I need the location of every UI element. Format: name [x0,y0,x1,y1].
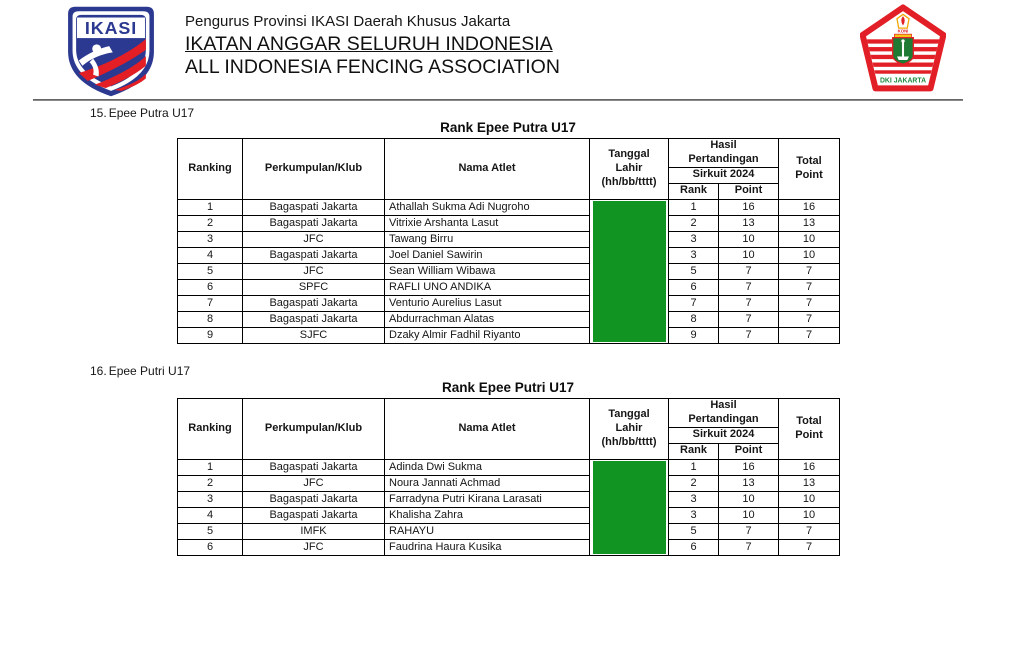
club-cell: SPFC [243,279,385,295]
sirkuit-rank-cell: 1 [669,459,719,475]
club-cell: Bagaspati Jakarta [243,247,385,263]
club-cell: JFC [243,539,385,555]
sirkuit-rank-cell: 3 [669,247,719,263]
col-header-rank: Rank [669,183,719,199]
total-point-cell: 7 [779,539,840,555]
sirkuit-point-cell: 16 [719,199,779,215]
ranking-cell: 3 [178,491,243,507]
total-point-cell: 7 [779,295,840,311]
sirkuit-point-cell: 7 [719,295,779,311]
sirkuit-point-cell: 7 [719,263,779,279]
sirkuit-rank-cell: 5 [669,523,719,539]
green-redaction-block [593,201,666,342]
club-cell: IMFK [243,523,385,539]
section-heading-epee-putra-u17 [90,106,194,120]
dki-jakarta-crest [893,34,914,64]
sirkuit-rank-cell: 7 [669,295,719,311]
athlete-name-cell: Farradyna Putri Kirana Larasati [385,491,590,507]
total-point-cell: 10 [779,507,840,523]
rank-table-epee-putra-u17 [177,138,840,344]
col-header-birthdate: Tanggal Lahir (hh/bb/tttt) [590,139,669,200]
sirkuit-point-cell: 10 [719,507,779,523]
table-row [178,279,840,295]
athlete-name-cell: RAHAYU [385,523,590,539]
total-point-cell: 16 [779,199,840,215]
ranking-cell: 4 [178,507,243,523]
sirkuit-rank-cell: 3 [669,491,719,507]
table-row [178,327,840,343]
club-cell: JFC [243,231,385,247]
ranking-cell: 1 [178,199,243,215]
athlete-name-cell: Khalisha Zahra [385,507,590,523]
sirkuit-point-cell: 7 [719,279,779,295]
section-heading-epee-putri-u17 [90,364,190,378]
athlete-name-cell: Sean William Wibawa [385,263,590,279]
ranking-cell: 4 [178,247,243,263]
sirkuit-rank-cell: 1 [669,199,719,215]
total-point-cell: 13 [779,215,840,231]
table-row [178,231,840,247]
section-label-text: Epee Putra U17 [108,106,195,120]
sirkuit-rank-cell: 2 [669,215,719,231]
sirkuit-rank-cell: 3 [669,231,719,247]
total-point-cell: 13 [779,475,840,491]
club-cell: SJFC [243,327,385,343]
sirkuit-point-cell: 7 [719,523,779,539]
koni-dki-jakarta-logo [860,4,946,97]
table-title-putra: Rank Epee Putra U17 [440,120,576,135]
col-header-point: Point [719,443,779,459]
sirkuit-rank-cell: 2 [669,475,719,491]
sirkuit-rank-cell: 5 [669,263,719,279]
club-cell: Bagaspati Jakarta [243,507,385,523]
club-cell: Bagaspati Jakarta [243,491,385,507]
letterhead-line2: IKATAN ANGGAR SELURUH INDONESIA [185,33,553,56]
athlete-name-cell: Dzaky Almir Fadhil Riyanto [385,327,590,343]
table-row [178,311,840,327]
table-row [178,475,840,491]
ranking-cell: 8 [178,311,243,327]
sirkuit-point-cell: 10 [719,247,779,263]
athlete-name-cell: Adinda Dwi Sukma [385,459,590,475]
col-header-ranking: Ranking [178,139,243,200]
sirkuit-rank-cell: 8 [669,311,719,327]
col-header-sirkuit-2024: Sirkuit 2024 [669,427,779,443]
total-point-cell: 10 [779,231,840,247]
ranking-cell: 7 [178,295,243,311]
table-title-putri: Rank Epee Putri U17 [441,380,575,395]
col-header-rank: Rank [669,443,719,459]
ranking-cell: 6 [178,279,243,295]
table-row [178,247,840,263]
athlete-name-cell: Joel Daniel Sawirin [385,247,590,263]
athlete-name-cell: Faudrina Haura Kusika [385,539,590,555]
section-number: 15. [90,106,107,120]
col-header-point: Point [719,183,779,199]
table-row [178,215,840,231]
club-cell: Bagaspati Jakarta [243,199,385,215]
green-redaction-block [593,461,666,554]
sirkuit-rank-cell: 9 [669,327,719,343]
col-header-club: Perkumpulan/Klub [243,139,385,200]
letterhead-text [185,13,560,78]
athlete-name-cell: Noura Jannati Achmad [385,475,590,491]
ranking-cell: 2 [178,475,243,491]
table-row [178,491,840,507]
koni-label: KONI [897,28,909,34]
club-cell: Bagaspati Jakarta [243,311,385,327]
athlete-name-cell: RAFLI UNO ANDIKA [385,279,590,295]
ikasi-logo [66,5,156,98]
section-number: 16. [90,364,107,378]
table-row [178,539,840,555]
table-row [178,523,840,539]
col-header-total-point: Total Point [779,399,840,460]
sirkuit-point-cell: 7 [719,539,779,555]
table-row [178,295,840,311]
birthdate-redacted-cell [590,459,669,555]
total-point-cell: 10 [779,247,840,263]
table-row [178,507,840,523]
ranking-cell: 2 [178,215,243,231]
koni-flame-emblem [897,14,909,33]
club-cell: JFC [243,263,385,279]
athlete-name-cell: Tawang Birru [385,231,590,247]
sirkuit-point-cell: 13 [719,475,779,491]
ikasi-logo-text: IKASI [84,18,138,39]
letterhead-divider [33,99,963,101]
ranking-cell: 3 [178,231,243,247]
total-point-cell: 7 [779,263,840,279]
letterhead-line3: ALL INDONESIA FENCING ASSOCIATION [185,55,560,78]
club-cell: JFC [243,475,385,491]
col-header-name: Nama Atlet [385,399,590,460]
col-header-birthdate: Tanggal Lahir (hh/bb/tttt) [590,399,669,460]
sirkuit-point-cell: 7 [719,311,779,327]
sirkuit-point-cell: 13 [719,215,779,231]
col-header-hasil-pertandingan: Hasil Pertandingan [669,139,779,168]
table-row [178,199,840,215]
total-point-cell: 10 [779,491,840,507]
ranking-cell: 5 [178,523,243,539]
sirkuit-point-cell: 10 [719,491,779,507]
ranking-cell: 1 [178,459,243,475]
sirkuit-point-cell: 16 [719,459,779,475]
sirkuit-point-cell: 7 [719,327,779,343]
sirkuit-rank-cell: 6 [669,539,719,555]
letterhead-line1: Pengurus Provinsi IKASI Daerah Khusus Jakarta [185,13,511,30]
ranking-cell: 6 [178,539,243,555]
birthdate-redacted-cell [590,199,669,343]
table-row [178,263,840,279]
total-point-cell: 7 [779,327,840,343]
total-point-cell: 7 [779,279,840,295]
club-cell: Bagaspati Jakarta [243,459,385,475]
col-header-hasil-pertandingan: Hasil Pertandingan [669,399,779,428]
total-point-cell: 7 [779,523,840,539]
col-header-total-point: Total Point [779,139,840,200]
rank-table-epee-putri-u17 [177,398,840,556]
sirkuit-rank-cell: 6 [669,279,719,295]
athlete-name-cell: Athallah Sukma Adi Nugroho [385,199,590,215]
club-cell: Bagaspati Jakarta [243,295,385,311]
section-label-text: Epee Putri U17 [108,364,191,378]
sirkuit-point-cell: 10 [719,231,779,247]
col-header-club: Perkumpulan/Klub [243,399,385,460]
club-cell: Bagaspati Jakarta [243,215,385,231]
total-point-cell: 7 [779,311,840,327]
athlete-name-cell: Abdurrachman Alatas [385,311,590,327]
athlete-name-cell: Venturio Aurelius Lasut [385,295,590,311]
sirkuit-rank-cell: 3 [669,507,719,523]
ranking-cell: 5 [178,263,243,279]
table-row [178,459,840,475]
ranking-cell: 9 [178,327,243,343]
athlete-name-cell: Vitrixie Arshanta Lasut [385,215,590,231]
col-header-name: Nama Atlet [385,139,590,200]
total-point-cell: 16 [779,459,840,475]
col-header-ranking: Ranking [178,399,243,460]
dki-jakarta-logo-text: DKI JAKARTA [879,77,927,85]
col-header-sirkuit-2024: Sirkuit 2024 [669,167,779,183]
